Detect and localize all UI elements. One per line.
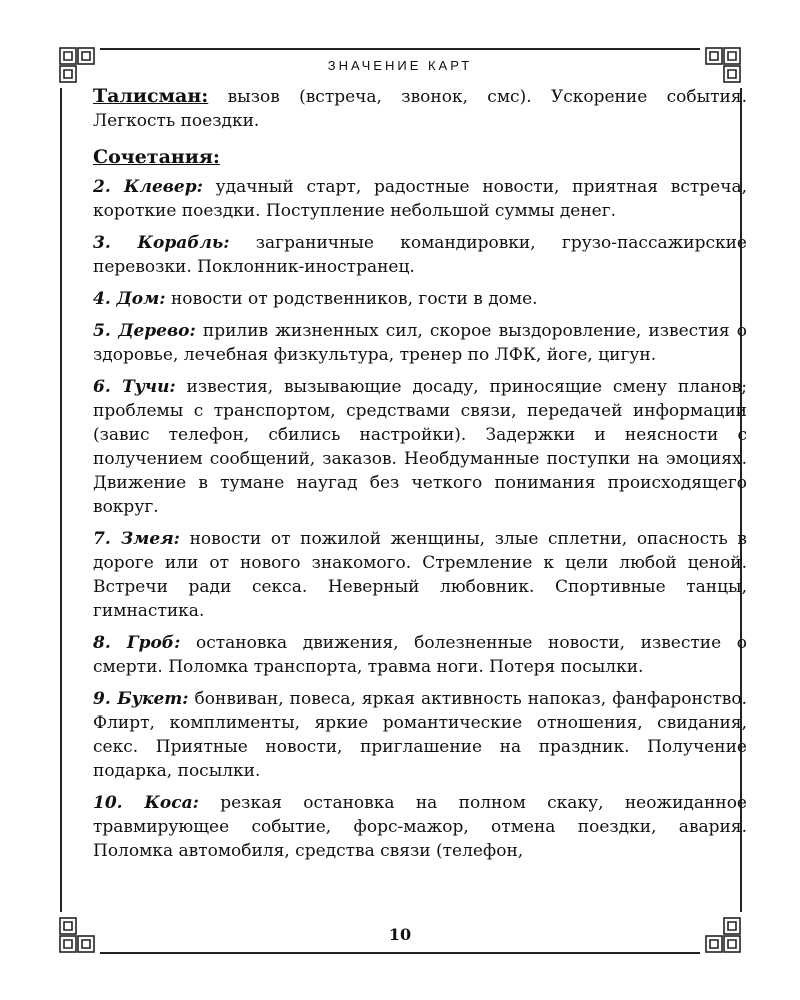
combination-item	[93, 287, 747, 311]
combination-label: 4. Дом:	[93, 289, 166, 309]
combination-label: 10. Коса:	[93, 793, 199, 813]
section-title: Сочетания:	[93, 146, 220, 168]
combination-label: 7. Змея:	[93, 529, 180, 549]
combination-label: 6. Тучи:	[93, 377, 176, 397]
combination-item	[93, 687, 747, 783]
combination-label: 3. Корабль:	[93, 233, 230, 253]
page-number: 10	[388, 925, 412, 944]
combination-text: остановка движения, болезненные новости, известие о смерти. Поломка транспорта, травма ноги. Потеря посылки.	[93, 633, 747, 677]
combination-item	[93, 231, 747, 279]
intro-paragraph	[93, 84, 747, 133]
combination-item	[93, 791, 747, 863]
combination-text: заграничные командировки, грузо-пассажирские перевозки. Поклонник-иностранец.	[93, 233, 747, 277]
combination-text: известия, вызывающие досаду, приносящие смену планов; проблемы с транспортом, средствами связи, передачей информации (завис телефон, сбились настройки). Задержки и неясности с получением сообщений, заказов. Необдуманные поступки на эмоциях. Движение в тумане наугад без четкого понимания происходящего вокруг.	[93, 377, 747, 517]
running-header: ЗНАЧЕНИЕ КАРТ	[327, 58, 473, 73]
combination-item	[93, 375, 747, 519]
combination-text: бонвиван, повеса, яркая активность напоказ, фанфаронство. Флирт, комплименты, яркие романтические отношения, свидания, секс. Приятные новости, приглашение на праздник. Получение подарка, посылки.	[93, 689, 747, 781]
combination-text: удачный старт, радостные новости, приятная встреча, короткие поездки. Поступление небольшой суммы денег.	[93, 177, 748, 221]
intro-label: Талисман:	[93, 85, 209, 107]
combination-item	[93, 175, 747, 223]
combination-label: 5. Дерево:	[93, 321, 196, 341]
combination-item	[93, 631, 747, 679]
combination-text: новости от родственников, гости в доме.	[165, 289, 538, 309]
intro-text: вызов (встреча, звонок, смс). Ускорение события. Легкость поездки.	[93, 87, 747, 131]
combination-item	[93, 527, 747, 623]
combination-text: прилив жизненных сил, скорое выздоровление, известия о здоровье, лечебная физкультура, тренер по ЛФК, йоге, цигун.	[93, 321, 747, 365]
combination-label: 2. Клевер:	[93, 177, 203, 197]
combination-item	[93, 319, 747, 367]
combination-text: новости от пожилой женщины, злые сплетни, опасность в дороге или от нового знакомого. Стремление к цели любой ценой. Встречи ради секса. Неверный любовник. Спортивные танцы, гимнастика.	[93, 529, 747, 621]
combination-text: резкая остановка на полном скаку, неожиданное травмирующее событие, форс-мажор, отмена поездки, авария. Поломка автомобиля, средства связи (телефон,	[93, 793, 747, 861]
frame-top-line	[100, 48, 700, 50]
frame-left-line	[60, 88, 62, 912]
page-content	[93, 84, 747, 871]
combination-label: 9. Букет:	[93, 689, 189, 709]
combination-label: 8. Гроб:	[93, 633, 181, 653]
frame-bottom-line	[100, 952, 700, 954]
